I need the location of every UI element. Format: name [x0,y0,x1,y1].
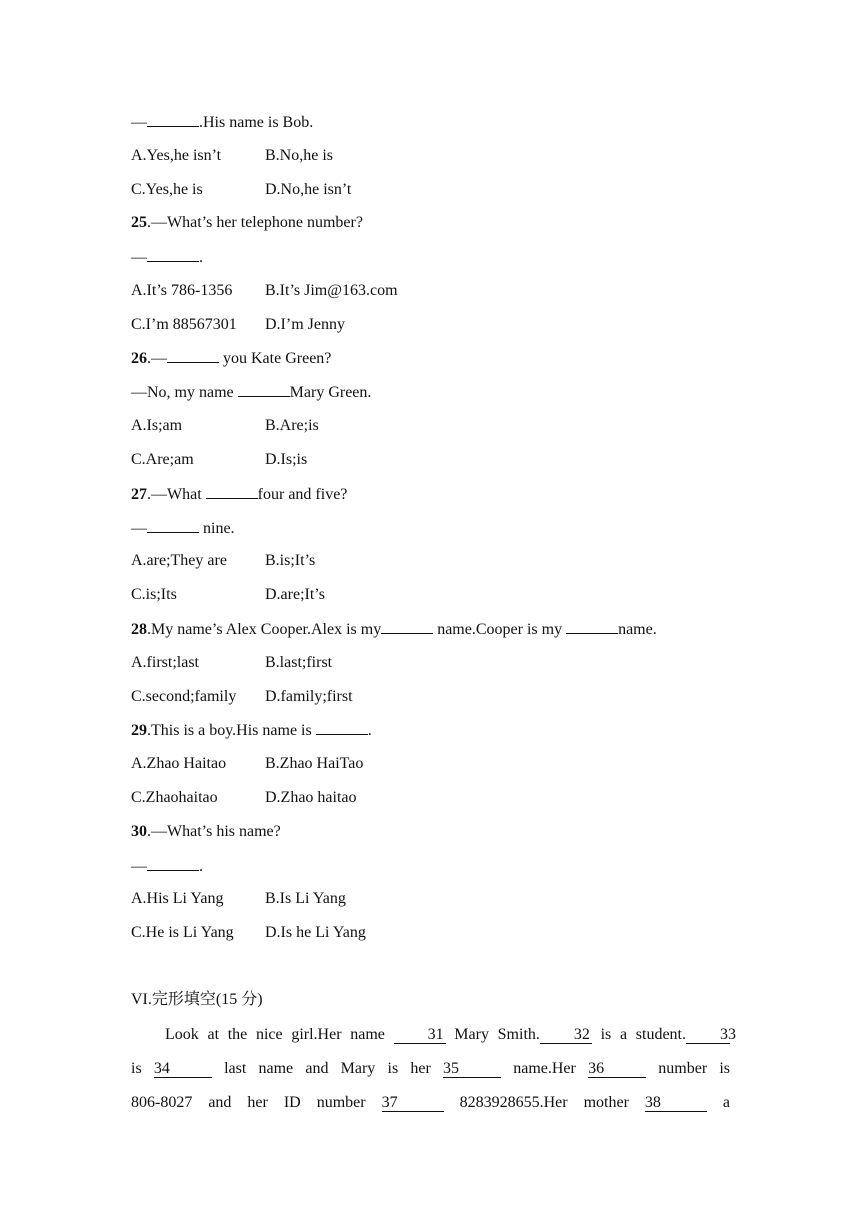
option-a: A.Yes,he isn’t [131,147,222,164]
question-text: .—What [147,486,206,503]
punctuation: . [199,249,203,266]
cloze-text: is a student. [600,1026,686,1043]
option-b: B.It’s Jim@163.com [265,282,398,299]
cloze-text: last name and Mary is her [224,1060,431,1077]
cloze-line-1 [131,1025,736,1045]
q25-question [131,213,363,233]
question-number: 27 [131,486,147,503]
q30-answer-line [131,856,203,877]
cloze-blank-37: 37 [382,1095,444,1112]
option-c: C.is;Its [131,586,177,603]
option-a: A.His Li Yang [131,890,224,907]
option-d: D.I’m Jenny [265,316,345,333]
cloze-text: 806-8027 and her ID number [131,1094,366,1111]
punctuation: . [367,722,372,739]
cloze-text: 8283928655.Her mother [459,1094,629,1111]
option-b: B.last;first [265,654,333,671]
option-d: D.Is;is [265,451,308,468]
q26-question [131,348,331,369]
question-text: .—What’s her telephone number? [147,214,363,231]
dash: — [131,858,147,875]
punctuation: . [199,858,203,875]
option-c: C.Yes,he is [131,181,203,198]
cloze-blank-38: 38 [645,1095,707,1112]
cloze-text: name.Her [513,1060,576,1077]
answer-blank [381,619,433,634]
option-a: A.are;They are [131,552,227,569]
option-c: C.Zhaohaitao [131,789,218,806]
cloze-text: a [722,1094,731,1111]
cloze-blank-32: 32 [540,1027,592,1044]
question-text: .—What’s his name? [147,823,281,840]
option-b: B.No,he is [265,147,333,164]
dash: — [131,249,147,266]
option-b: B.Is Li Yang [265,890,346,907]
answer-blank [147,247,199,262]
cloze-blank-33: 33 [686,1027,730,1044]
q26-answer-line [131,382,371,403]
option-c: C.He is Li Yang [131,924,234,941]
cloze-line-2 [131,1059,730,1079]
section-title: VI.完形填空(15 分) [131,991,263,1008]
question-number: 25 [131,214,147,231]
question-text: .This is a boy.His name is [147,722,316,739]
answer-blank [147,856,199,871]
q27-answer-line [131,518,235,539]
option-a: A.Is;am [131,417,183,434]
q27-question [131,484,347,505]
question-number: 28 [131,621,147,638]
option-d: D.Is he Li Yang [265,924,366,941]
answer-blank [147,518,199,533]
option-d: D.family;first [265,688,353,705]
question-text: you Kate Green? [219,350,332,367]
cloze-blank-36: 36 [588,1061,646,1078]
option-d: D.are;It’s [265,586,325,603]
q30-question [131,822,281,842]
cloze-blank-31: 31 [394,1027,446,1044]
cloze-line-3 [131,1093,730,1113]
answer-blank [147,112,199,127]
option-a: A.It’s 786-1356 [131,282,233,299]
dash: — [131,520,147,537]
answer-text: Mary Green. [289,384,372,401]
answer-blank [566,619,618,634]
option-a: A.first;last [131,654,199,671]
answer-text: —No, my name [131,384,238,401]
option-c: C.Are;am [131,451,194,468]
option-c: C.second;family [131,688,237,705]
answer-blank [167,348,219,363]
dash: — [131,114,147,131]
answer-text: nine. [199,520,235,537]
q28-question [131,619,657,640]
question-text: name.Cooper is my [433,621,567,638]
cloze-text: Mary Smith. [454,1026,540,1043]
cloze-text: number is [658,1060,731,1077]
question-number: 29 [131,722,147,739]
q24-answer-text: .His name is Bob. [199,114,314,131]
question-text: name. [618,621,657,638]
option-d: D.Zhao haitao [265,789,357,806]
cloze-blank-35: 35 [443,1061,501,1078]
cloze-blank-34: 34 [154,1061,212,1078]
option-a: A.Zhao Haitao [131,755,227,772]
question-text: .My name’s Alex Cooper.Alex is my [147,621,382,638]
question-text: four and five? [257,486,348,503]
q29-question [131,720,372,741]
question-text: .— [147,350,167,367]
answer-blank [206,484,258,499]
q25-answer-line [131,247,203,268]
cloze-text: is [131,1060,142,1077]
q24-answer-line [131,112,313,133]
answer-blank [316,720,368,735]
question-number: 30 [131,823,147,840]
option-d: D.No,he isn’t [265,181,352,198]
cloze-text: Look at the nice girl.Her name [165,1026,385,1043]
option-b: B.Are;is [265,417,319,434]
question-number: 26 [131,350,147,367]
option-c: C.I’m 88567301 [131,316,237,333]
option-b: B.is;It’s [265,552,316,569]
option-b: B.Zhao HaiTao [265,755,364,772]
answer-blank [238,382,290,397]
